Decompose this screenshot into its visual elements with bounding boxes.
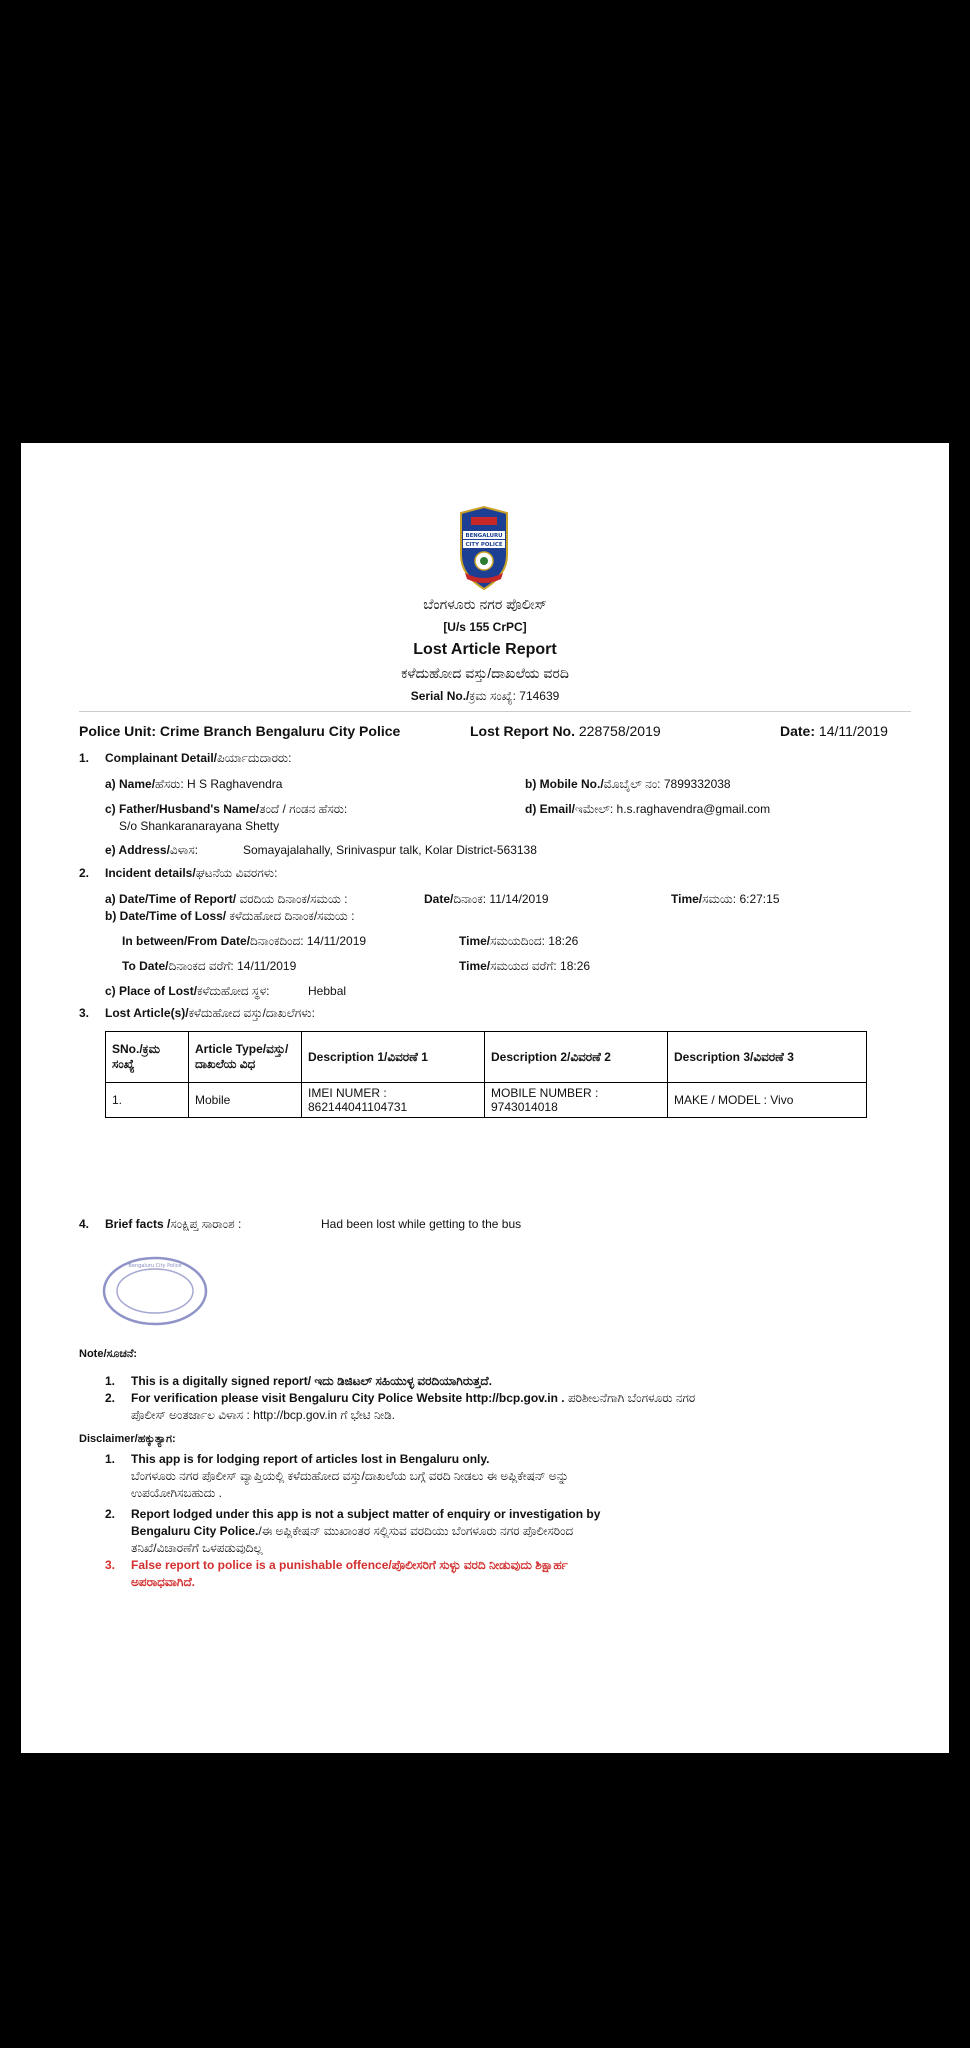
loss-from-time: Time/ಸಮಯದಿಂದ: 18:26 xyxy=(459,934,579,948)
header-divider xyxy=(79,711,911,712)
report-date xyxy=(780,723,888,739)
lost-report-number xyxy=(470,723,661,739)
place-of-loss: c) Place of Lost/ಕಳೆದುಹೋದ ಸ್ಥಳ: xyxy=(105,984,270,998)
email-value: h.s.raghavendra@gmail.com xyxy=(616,802,771,816)
disclaimer-item-3-warning: False report to police is a punishable offence/ಪೊಲೀಸರಿಗೆ ಸುಳ್ಳು ವರದಿ ನೀಡುವುದು ಶಿಕ್ಷಾರ್ಹ xyxy=(131,1558,568,1572)
report-date-label: Date: xyxy=(780,723,816,739)
official-seal-stamp xyxy=(101,1255,209,1327)
stamp-text: Bengaluru City Police xyxy=(128,1263,182,1269)
loss-datetime-label: b) Date/Time of Loss/ ಕಳೆದುಹೋದ ದಿನಾಂಕ/ಸಮಯ : xyxy=(105,909,355,923)
table-cell: Mobile xyxy=(189,1083,302,1118)
police-unit-value: Crime Branch Bengaluru City Police xyxy=(159,723,401,739)
disclaimer-item-number: 2. xyxy=(105,1507,116,1521)
disclaimer-item-2-line3: ತನಿಖೆ/ವಿಚಾರಣೆಗೆ ಒಳಪಡುವುದಿಲ್ಲ xyxy=(131,1541,263,1555)
place-value: Hebbal xyxy=(308,984,347,998)
report-date-value: 14/11/2019 xyxy=(818,723,888,739)
note-item-number: 2. xyxy=(105,1391,116,1405)
table-cell: IMEI NUMER : 862144041104731 xyxy=(302,1083,485,1118)
disclaimer-item-2-line2: Bengaluru City Police./ಈ ಅಪ್ಲಿಕೇಷನ್ ಮುಖಾಂತರ ಸಲ್ಲಿಸುವ ವರದಿಯು ಬೆಂಗಳೂರು ನಗರ ಪೊಲೀಸರಿಂದ xyxy=(131,1524,574,1538)
note-item-2: For verification please visit Bengaluru City Police Website http://bcp.gov.in . ಪರಿಶೀಲನೆಗಾಗಿ ಬೆಂಗಳೂರು ನಗರ xyxy=(131,1391,696,1405)
table-cell: MAKE / MODEL : Vivo xyxy=(668,1083,867,1118)
table-cell: 1. xyxy=(106,1083,189,1118)
table-row xyxy=(106,1083,867,1118)
serial-number xyxy=(21,689,949,704)
father-name-value: S/o Shankaranarayana Shetty xyxy=(119,819,280,833)
disclaimer-item-3-line2: ಅಪರಾಧವಾಗಿದೆ. xyxy=(131,1575,196,1589)
from-time-value: 18:26 xyxy=(548,934,579,948)
incident-report-time-value: 6:27:15 xyxy=(739,892,780,906)
column-header: Article Type/ವಸ್ತು/ದಾಖಲೆಯ ವಿಧ xyxy=(189,1032,302,1083)
address-value: Somayajalahally, Srinivaspur talk, Kolar District-563138 xyxy=(243,843,537,857)
loss-to-date: To Date/ದಿನಾಂಕದ ವರೆಗೆ: 14/11/2019 xyxy=(122,959,297,973)
brief-facts-label: Brief facts /ಸಂಕ್ಷಿಪ್ತ ಸಾರಾಂಶ : xyxy=(105,1217,242,1231)
note-item-2-line2: ಪೊಲೀಸ್ ಅಂತರ್ಜಾಲ ವಿಳಾಸ : http://bcp.gov.in ಗೆ ಭೇಟಿ ನೀಡಿ. xyxy=(131,1408,395,1422)
brief-facts-value: Had been lost while getting to the bus xyxy=(321,1217,522,1231)
disclaimer-item-number: 3. xyxy=(105,1558,116,1572)
to-date-value: 14/11/2019 xyxy=(237,959,297,973)
loss-from-date: In between/From Date/ದಿನಾಂಕದಿಂದ: 14/11/2019 xyxy=(122,934,367,948)
police-unit-label: Police Unit: xyxy=(79,723,157,739)
complainant-address: e) Address/ವಿಳಾಸ: xyxy=(105,843,199,857)
note-item-1: This is a digitally signed report/ ಇದು ಡಿಜಿಟಲ್ ಸಹಿಯುಳ್ಳ ವರದಿಯಾಗಿರುತ್ತದೆ. xyxy=(131,1374,492,1388)
report-page xyxy=(21,443,949,1753)
report-datetime-label: a) Date/Time of Report/ ವರದಿಯ ದಿನಾಂಕ/ಸಮಯ : xyxy=(105,892,348,906)
column-header: Description 2/ವಿವರಣೆ 2 xyxy=(485,1032,668,1083)
column-header: Description 1/ವಿವರಣೆ 1 xyxy=(302,1032,485,1083)
to-time-value: 18:26 xyxy=(560,959,591,973)
org-name-kannada: ಬೆಂಗಳೂರು ನಗರ ಪೊಲೀಸ್ xyxy=(423,596,547,612)
incident-report-date-value: 11/14/2019 xyxy=(489,892,549,906)
report-date-field: Date/ದಿನಾಂಕ: 11/14/2019 xyxy=(424,892,549,906)
serial-label: Serial No./ xyxy=(410,689,470,703)
lost-articles-table xyxy=(105,1031,867,1118)
report-number-value: 228758/2019 xyxy=(578,723,661,739)
disclaimer-heading: Disclaimer/ಹಕ್ಕುತ್ಯಾಗ: xyxy=(79,1433,176,1445)
section-2-number: 2. xyxy=(79,866,90,880)
section-reference: [U/s 155 CrPC] xyxy=(443,620,527,634)
disclaimer-item-1: This app is for lodging report of articles lost in Bengaluru only. xyxy=(131,1452,490,1466)
complainant-email: d) Email/ಇಮೇಲ್: h.s.raghavendra@gmail.com xyxy=(525,802,771,816)
column-header: Description 3/ವಿವರಣೆ 3 xyxy=(668,1032,867,1083)
report-title: Lost Article Report xyxy=(413,641,557,658)
serial-label-kn: ಕ್ರಮ ಸಂಖ್ಯೆ: xyxy=(469,689,516,703)
column-header: SNo./ಕ್ರಮ ಸಂಖ್ಯೆ xyxy=(106,1032,189,1083)
table-cell: MOBILE NUMBER : 9743014018 xyxy=(485,1083,668,1118)
father-name: c) Father/Husband's Name/ತಂದೆ / ಗಂಡನ ಹೆಸರು: xyxy=(105,802,348,816)
incident-heading: Incident details/ಘಟನೆಯ ವಿವರಗಳು: xyxy=(105,866,278,880)
logo-text-top: BENGALURU xyxy=(465,533,503,539)
mobile-value: 7899332038 xyxy=(663,777,731,791)
report-title-kannada: ಕಳೆದುಹೋದ ವಸ್ತು/ದಾಖಲೆಯ ವರದಿ xyxy=(401,665,569,681)
note-heading: Note/ಸೂಚನೆ: xyxy=(79,1348,138,1360)
disclaimer-item-1-line3: ಉಪಯೋಗಿಸಬಹುದು . xyxy=(131,1486,222,1500)
report-time-field: Time/ಸಮಯ: 6:27:15 xyxy=(671,892,780,906)
report-number-label: Lost Report No. xyxy=(470,723,575,739)
section-3-number: 3. xyxy=(79,1006,90,1020)
disclaimer-item-1-line2: ಬೆಂಗಳೂರು ನಗರ ಪೊಲೀಸ್ ವ್ಯಾಪ್ತಿಯಲ್ಲಿ ಕಳೆದುಹೋದ ವಸ್ತು/ದಾಖಲೆಯ ಬಗ್ಗೆ ವರದಿ ನೀಡಲು ಈ ಅಪ್ಲಿಕೇಷನ್ ಅನ್ನು xyxy=(131,1469,569,1483)
serial-value: 714639 xyxy=(519,689,560,703)
section-4-number: 4. xyxy=(79,1217,90,1231)
loss-to-time: Time/ಸಮಯದ ವರೆಗೆ: 18:26 xyxy=(459,959,591,973)
complainant-name-value: H S Raghavendra xyxy=(187,777,283,791)
complainant-heading: Complainant Detail/ಪಿರ್ಯಾದುದಾರರು: xyxy=(105,751,292,765)
articles-heading: Lost Article(s)/ಕಳೆದುಹೋದ ವಸ್ತು/ದಾಖಲೆಗಳು: xyxy=(105,1006,315,1020)
note-item-number: 1. xyxy=(105,1374,116,1388)
table-header-row xyxy=(106,1032,867,1083)
bengaluru-city-police-logo xyxy=(451,505,517,591)
complainant-mobile: b) Mobile No./ಮೊಬೈಲ್ ನಂ: 7899332038 xyxy=(525,777,731,791)
logo-text-bottom: CITY POLICE xyxy=(465,542,503,548)
from-date-value: 14/11/2019 xyxy=(306,934,367,948)
police-unit xyxy=(79,723,400,739)
complainant-name: a) Name/ಹೆಸರು: H S Raghavendra xyxy=(105,777,283,791)
section-1-number: 1. xyxy=(79,751,90,765)
disclaimer-item-number: 1. xyxy=(105,1452,116,1466)
disclaimer-item-2: Report lodged under this app is not a subject matter of enquiry or investigation by xyxy=(131,1507,601,1521)
